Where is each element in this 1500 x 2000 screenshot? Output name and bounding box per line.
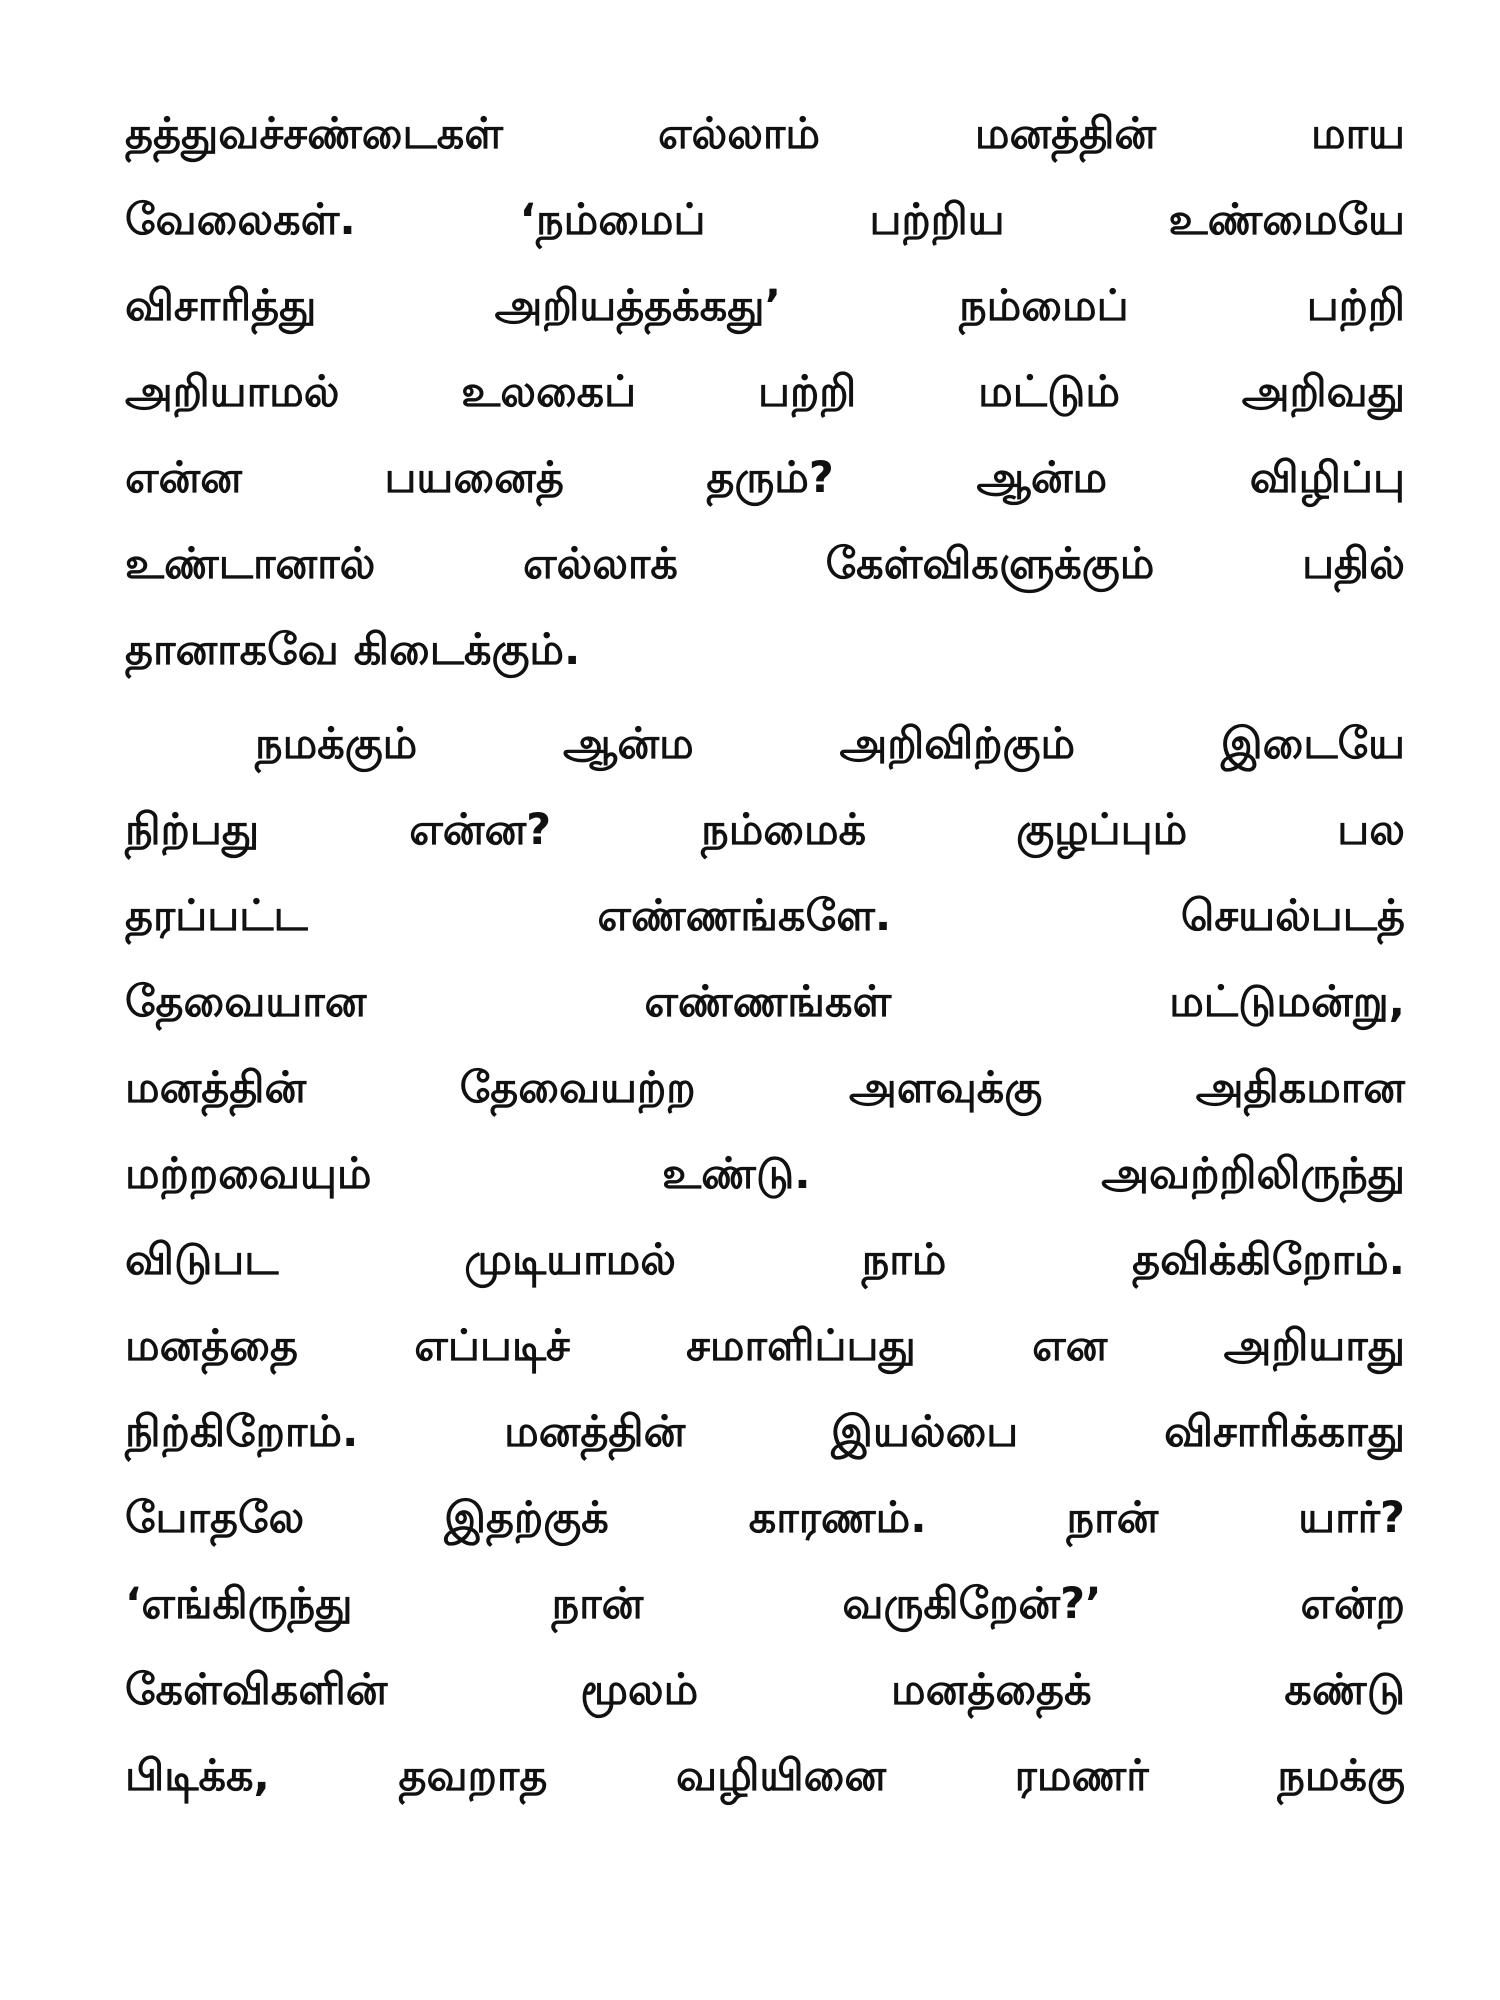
text-line: ‘எங்கிருந்து நான் வருகிறேன்?’ என்ற: [125, 1579, 1405, 1629]
text-line: நிற்பது என்ன? நம்மைக் குழப்பும் பல: [125, 805, 1405, 855]
text-line: தேவையான எண்ணங்கள் மட்டுமன்று,: [125, 977, 1405, 1027]
text-line: நமக்கும் ஆன்ம அறிவிற்கும் இடையே: [255, 719, 1405, 769]
text-line: வேலைகள். ‘நம்மைப் பற்றிய உண்மையே: [125, 195, 1405, 245]
text-line: கேள்விகளின் மூலம் மனத்தைக் கண்டு: [125, 1665, 1405, 1715]
text-line: மனத்தின் தேவையற்ற அளவுக்கு அதிகமான: [125, 1063, 1405, 1113]
text-line: தரப்பட்ட எண்ணங்களே. செயல்படத்: [125, 891, 1405, 941]
text-line: தானாகவே கிடைக்கும்.: [125, 625, 581, 675]
text-line: என்ன பயனைத் தரும்? ஆன்ம விழிப்பு: [125, 453, 1405, 503]
text-line: உண்டானால் எல்லாக் கேள்விகளுக்கும் பதில்: [125, 539, 1405, 589]
text-line: விசாரித்து அறியத்தக்கது’ நம்மைப் பற்றி: [125, 281, 1405, 331]
text-line: நிற்கிறோம். மனத்தின் இயல்பை விசாரிக்காது: [125, 1407, 1405, 1457]
text-line: பிடிக்க, தவறாத வழியினை ரமணர் நமக்கு: [125, 1751, 1405, 1801]
text-line: தத்துவச்சண்டைகள் எல்லாம் மனத்தின் மாய: [125, 109, 1405, 159]
text-line: மனத்தை எப்படிச் சமாளிப்பது என அறியாது: [125, 1321, 1405, 1371]
text-line: போதலே இதற்குக் காரணம். நான் யார்?: [125, 1493, 1405, 1543]
text-line: மற்றவையும் உண்டு. அவற்றிலிருந்து: [125, 1149, 1405, 1199]
text-line: விடுபட முடியாமல் நாம் தவிக்கிறோம்.: [125, 1235, 1405, 1285]
text-line: அறியாமல் உலகைப் பற்றி மட்டும் அறிவது: [125, 367, 1405, 417]
